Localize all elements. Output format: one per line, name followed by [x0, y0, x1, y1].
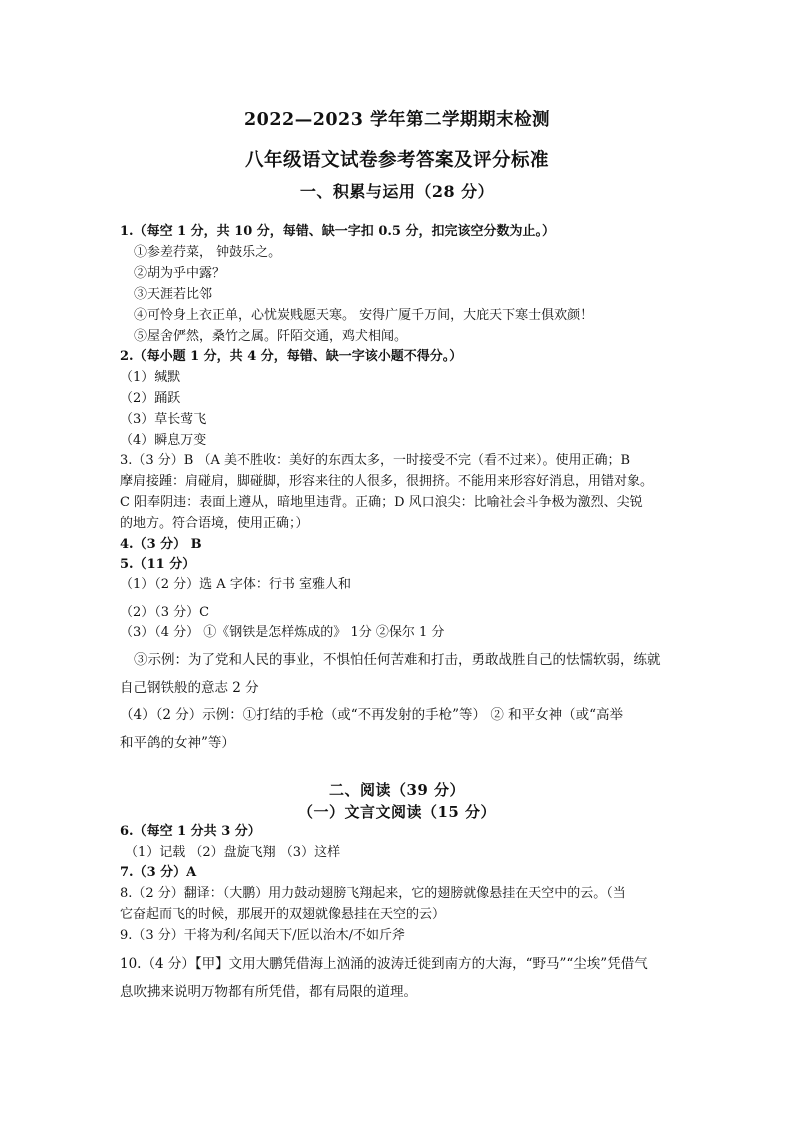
section1-heading: 一、积累与运用（28 分）: [299, 182, 495, 201]
q5-part1: （1）（2 分）选 A 字体：行书 室雅人和: [120, 577, 351, 592]
q2-item: （3）草长莺飞: [120, 412, 207, 427]
q1-item: ②胡为乎中露？: [134, 266, 226, 281]
q3-line: 摩肩接踵：肩碰肩，脚碰脚，形容来往的人很多，很拥挤。不能用来形容好消息，用错对象。: [120, 474, 654, 489]
q3-line: C 阳奉阴违：表面上遵从，暗地里违背。正确；D 风口浪尖：比喻社会斗争极为激烈、尖锐: [120, 495, 643, 510]
q5-part4: （4）（2 分）示例：①打结的手枪（或“不再发射的手枪”等） ② 和平女神（或“高举: [120, 707, 624, 723]
q2-item: （2）踊跃: [120, 391, 181, 406]
q10-line: 息吹拂来说明万物都有所凭借，都有局限的道理。: [120, 984, 417, 1000]
section2-subheading: （一）文言文阅读（15 分）: [297, 803, 497, 821]
q2-heading: 2.（每小题 1 分，共 4 分，每错、缺一字该小题不得分。）: [120, 349, 463, 364]
q8-line: 它奋起而飞的时候，那展开的双翅就像悬挂在天空的云）: [120, 907, 446, 922]
document-subtitle: 八年级语文试卷参考答案及评分标准: [244, 150, 549, 171]
q9-answer: 9.（3 分）干将为利/名闻天下/匠以治木/不如斤斧: [120, 928, 405, 943]
q5-part2: （2）（3 分）C: [120, 605, 210, 620]
q1-item: ⑤屋舍俨然，桑竹之属。阡陌交通，鸡犬相闻。: [134, 329, 408, 344]
q6-heading: 6.（每空 1 分共 3 分）: [120, 824, 261, 839]
q5-part3-example-cont: 自己钢铁般的意志 2 分: [120, 680, 259, 696]
q2-item: （1）缄默: [120, 370, 181, 385]
q7-answer: 7.（3 分）A: [120, 865, 197, 880]
q1-heading: 1.（每空 1 分，共 10 分，每错、缺一字扣 0.5 分，扣完该空分数为止。）: [120, 224, 555, 239]
q8-line: 8.（2 分）翻译：（大鹏）用力鼓动翅膀飞翔起来，它的翅膀就像悬挂在天空中的云。（当: [120, 886, 626, 901]
q6-items: （1）记载 （2）盘旋飞翔 （3）这样: [125, 845, 341, 860]
q10-line: 10.（4 分）【甲】文用大鹏凭借海上汹涌的波涛迁徙到南方的大海，“野马”“尘埃”凭借气: [120, 956, 648, 972]
document-title: 2022—2023 学年第二学期期末检测: [243, 110, 550, 130]
q2-item: （4）瞬息万变: [120, 433, 207, 448]
q3-line: 3.（3 分）B （A 美不胜收：美好的东西太多，一时接受不完（看不过来）。使用正确；B: [120, 453, 631, 468]
q4-answer: 4.（3 分） B: [120, 537, 202, 552]
q1-item: ①参差荇菜， 钟鼓乐之。: [134, 245, 282, 260]
q1-item: ④可怜身上衣正单，心忧炭贱愿天寒。 安得广厦千万间，大庇天下寒士俱欢颜！: [134, 308, 594, 323]
q5-part4-cont: 和平鸽的女神”等）: [120, 735, 235, 751]
q5-heading: 5.（11 分）: [120, 557, 196, 572]
section2-heading: 二、阅读（39 分）: [328, 781, 466, 799]
q5-part3-example: ③示例：为了党和人民的事业，不惧怕任何苦难和打击，勇敢战胜自己的怯懦软弱，练就: [134, 652, 661, 668]
q5-part3: （3）（4 分） ①《钢铁是怎样炼成的》 1分 ②保尔 1 分: [120, 625, 445, 640]
q3-line: 的地方。符合语境，使用正确；）: [120, 516, 309, 531]
q1-item: ③天涯若比邻: [134, 287, 213, 302]
